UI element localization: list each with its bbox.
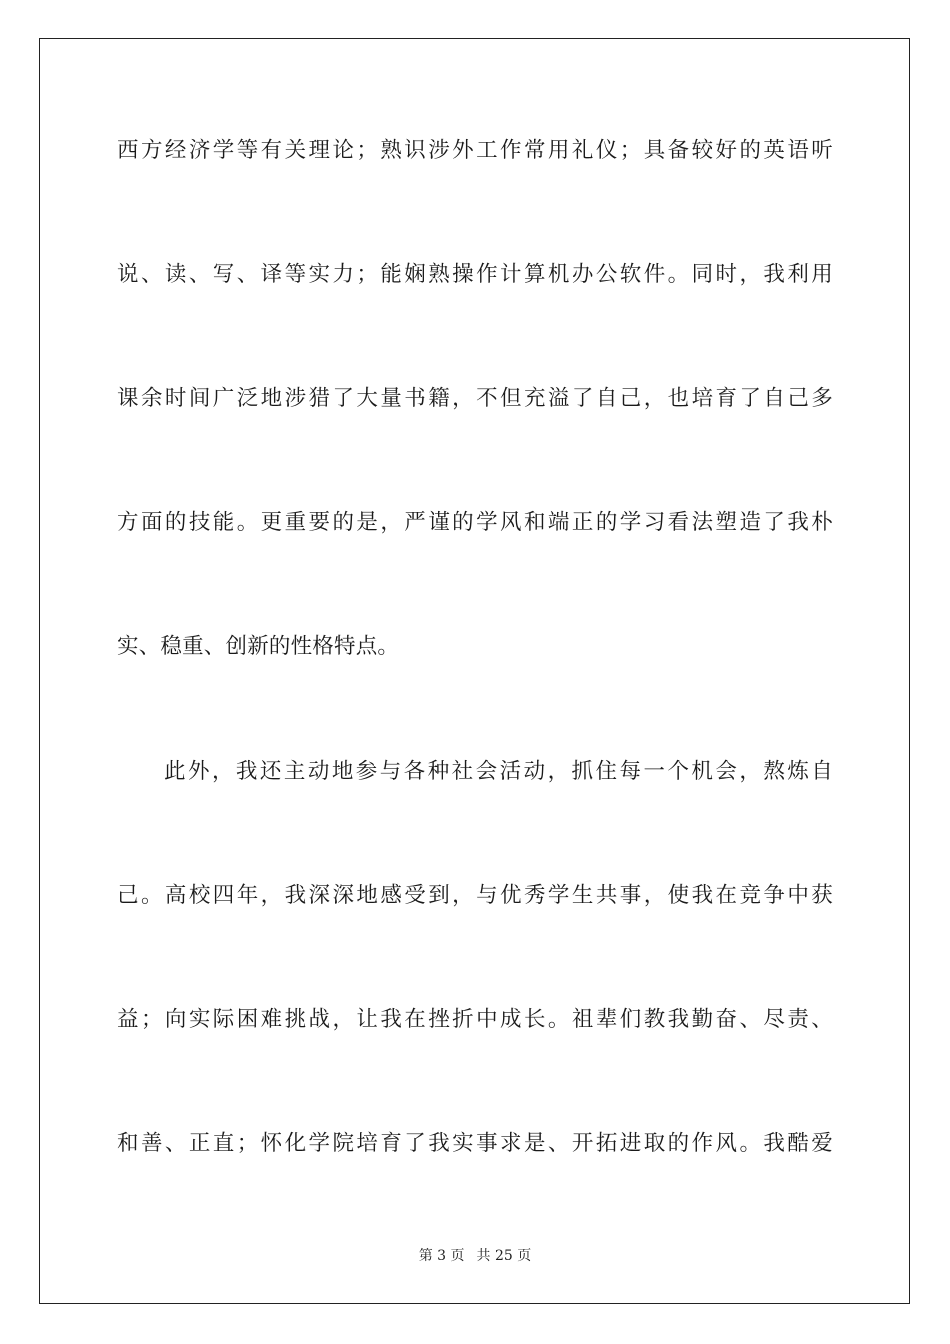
text-line: 和善、正直；怀化学院培育了我实事求是、开拓进取的作风。我酷爱 — [117, 1131, 833, 1156]
text-line: 课余时间广泛地涉猎了大量书籍，不但充溢了自己，也培育了自己多 — [117, 386, 833, 411]
paragraph-first-line: 此外，我还主动地参与各种社会活动，抓住每一个机会，熬炼自 — [164, 759, 833, 784]
text-line: 方面的技能。更重要的是，严谨的学风和端正的学习看法塑造了我朴 — [117, 510, 833, 535]
text-line: 西方经济学等有关理论；熟识涉外工作常用礼仪；具备较好的英语听 — [117, 138, 833, 163]
text-line: 说、读、写、译等实力；能娴熟操作计算机办公软件。同时，我利用 — [117, 262, 833, 287]
page-number: 第 3 页 — [418, 1248, 465, 1264]
page-total: 共 25 页 — [476, 1248, 532, 1264]
text-line: 实、稳重、创新的性格特点。 — [117, 634, 400, 659]
page-frame — [39, 38, 910, 1304]
page-footer — [0, 1246, 950, 1266]
text-line: 益；向实际困难挑战，让我在挫折中成长。祖辈们教我勤奋、尽责、 — [117, 1007, 833, 1032]
text-line: 己。高校四年，我深深地感受到，与优秀学生共事，使我在竞争中获 — [117, 883, 833, 908]
